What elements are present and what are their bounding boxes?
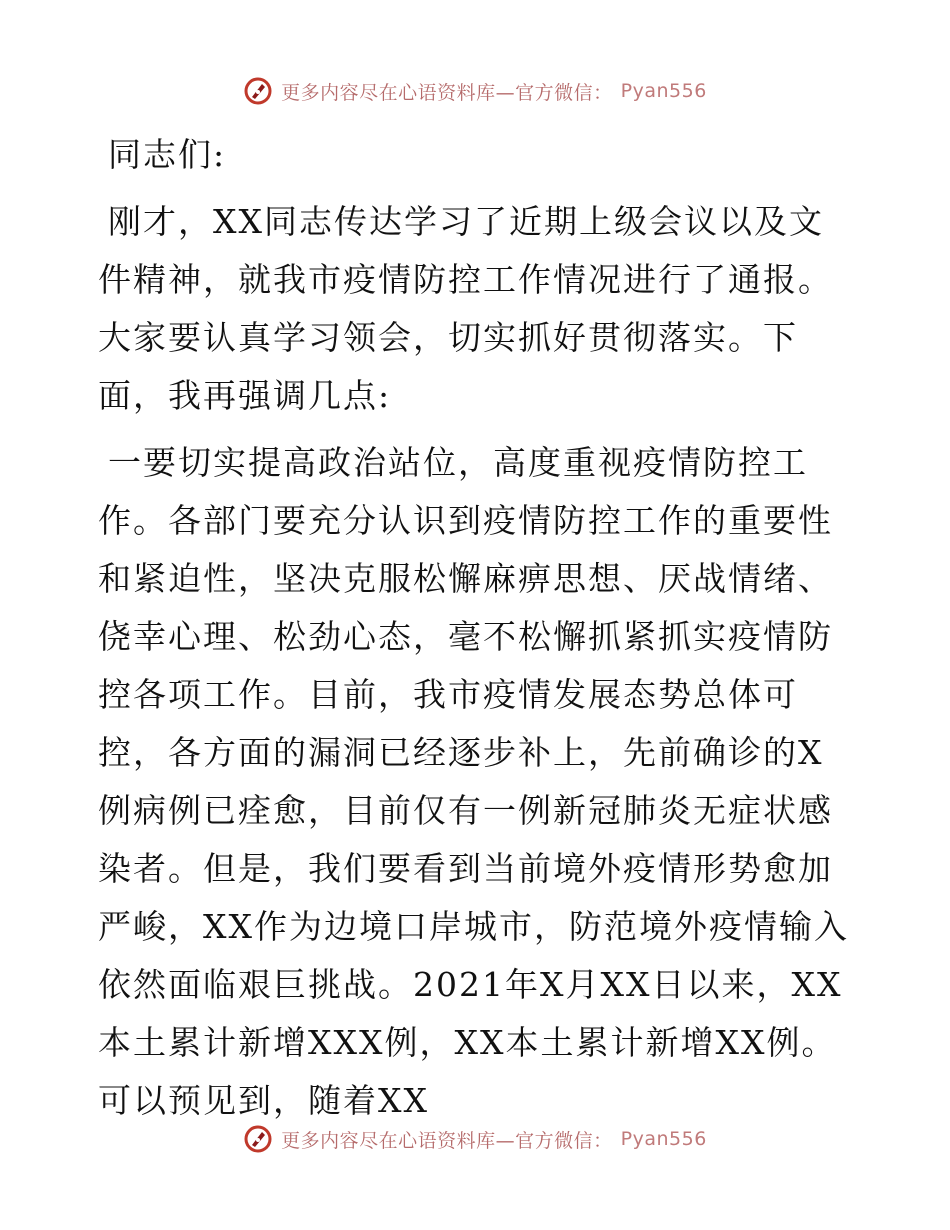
salutation: 同志们: bbox=[108, 135, 227, 174]
paragraph-point-one: 一要切实提高政治站位，高度重视疫情防控工作。各部门要充分认识到疫情防控工作的重要性和紧迫性，坚决克服松懈麻痹思想、厌战情绪、侥幸心理、松劲心态，毫不松懈抓紧抓实疫情防控各项工作。目前，我市疫情发展态势总体可控，各方面的漏洞已经逐步补上，先前确诊的X例病例已痊愈，目前仅有一例新冠肺炎无症状感染者。但是，我们要看到当前境外疫情形势愈加严峻，XX作为边境口岸城市，防范境外疫情输入依然面临艰巨挑战。2021年X月XX日以来，XX本土累计新增XXX例，XX本土累计新增XX例。可以预见到，随着XX bbox=[98, 443, 849, 1120]
pen-nib-circle-icon bbox=[243, 1124, 273, 1154]
watermark-footer bbox=[0, 1124, 950, 1154]
watermark-text: 更多内容尽在心语资料库—官方微信： bbox=[281, 1129, 613, 1152]
pen-nib-circle-icon bbox=[243, 76, 273, 106]
watermark-header bbox=[0, 76, 950, 106]
paragraph-intro: 刚才，XX同志传达学习了近期上级会议以及文件精神，就我市疫情防控工作情况进行了通报。大家要认真学习领会，切实抓好贯彻落实。下面，我再强调几点: bbox=[98, 202, 833, 415]
watermark-wechat-id: Pyan556 bbox=[620, 1128, 707, 1150]
document-body bbox=[98, 126, 858, 1139]
watermark-wechat-id: Pyan556 bbox=[620, 80, 707, 102]
watermark-text: 更多内容尽在心语资料库—官方微信： bbox=[281, 81, 613, 104]
